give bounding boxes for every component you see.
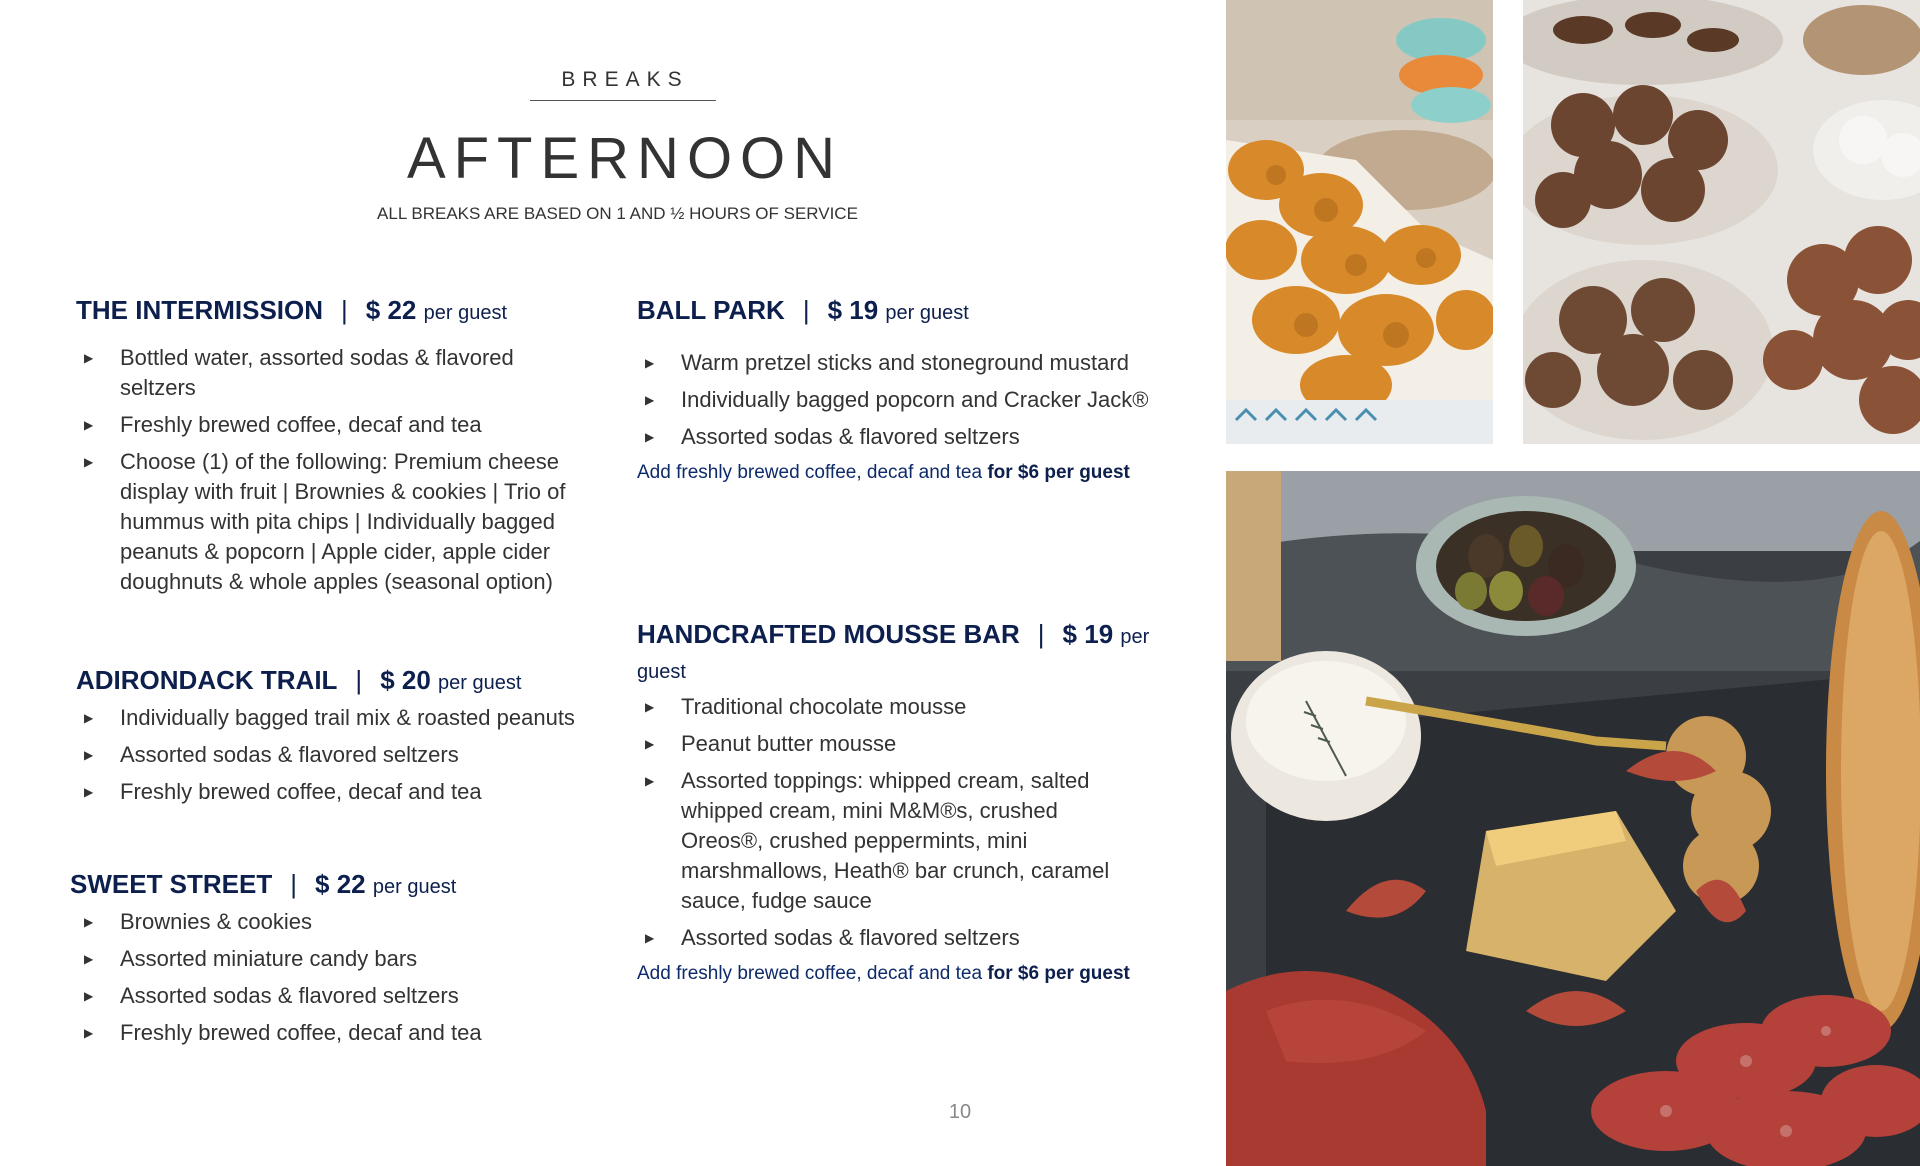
list-item bbox=[637, 385, 1157, 415]
page-subtitle: ALL BREAKS ARE BASED ON 1 AND ½ HOURS OF SERVICE bbox=[377, 204, 858, 223]
eyebrow-label: BREAKS bbox=[561, 68, 689, 91]
heading-separator: | bbox=[802, 295, 810, 325]
addon-text: Add freshly brewed coffee, decaf and tea bbox=[637, 462, 983, 483]
section-name: HANDCRAFTED MOUSSE BAR bbox=[637, 619, 1020, 649]
triangle-bullet-icon: ▶ bbox=[84, 748, 94, 762]
list-item bbox=[76, 981, 576, 1011]
item-text: Individually bagged popcorn and Cracker Jack® bbox=[681, 387, 1149, 412]
item-text: Freshly brewed coffee, decaf and tea bbox=[120, 779, 482, 804]
addon-price: for $6 per guest bbox=[987, 963, 1130, 984]
item-text: Bottled water, assorted sodas & flavored seltzers bbox=[120, 345, 514, 400]
caramel-popcorn-and-macarons-photo bbox=[1226, 0, 1493, 444]
section-ball-park bbox=[637, 294, 1157, 487]
list-item bbox=[76, 410, 576, 440]
section-mousse-bar bbox=[637, 618, 1177, 988]
section-heading bbox=[70, 868, 576, 903]
list-item bbox=[76, 907, 576, 937]
coffee-addon-note bbox=[637, 459, 1137, 487]
triangle-bullet-icon: ▶ bbox=[645, 931, 655, 945]
triangle-bullet-icon: ▶ bbox=[645, 700, 655, 714]
triangle-bullet-icon: ▶ bbox=[645, 430, 655, 444]
addon-price: for $6 per guest bbox=[987, 462, 1130, 483]
triangle-bullet-icon: ▶ bbox=[645, 737, 655, 751]
list-item bbox=[637, 923, 1137, 953]
heading-separator: | bbox=[355, 665, 363, 695]
triangle-bullet-icon: ▶ bbox=[645, 393, 655, 407]
price-unit: per guest bbox=[423, 302, 508, 324]
list-item bbox=[637, 348, 1157, 378]
price-unit: per guest bbox=[372, 876, 457, 898]
triangle-bullet-icon: ▶ bbox=[84, 711, 94, 725]
section-price: $ 20 bbox=[380, 665, 431, 695]
item-list bbox=[637, 692, 1137, 953]
chocolate-truffles-photo bbox=[1523, 0, 1920, 444]
page-number: 10 bbox=[948, 1101, 972, 1123]
section-adirondack-trail bbox=[76, 664, 576, 814]
list-item bbox=[637, 729, 1137, 759]
item-text: Assorted sodas & flavored seltzers bbox=[120, 742, 459, 767]
item-list bbox=[76, 703, 576, 807]
list-item bbox=[76, 740, 576, 770]
triangle-bullet-icon: ▶ bbox=[645, 356, 655, 370]
item-list bbox=[70, 907, 576, 1048]
eyebrow-divider bbox=[530, 100, 716, 101]
item-text: Peanut butter mousse bbox=[681, 731, 897, 756]
triangle-bullet-icon: ▶ bbox=[84, 418, 94, 432]
section-heading bbox=[637, 618, 1177, 688]
list-item bbox=[637, 692, 1137, 722]
list-item bbox=[76, 1018, 576, 1048]
item-text: Freshly brewed coffee, decaf and tea bbox=[120, 1020, 482, 1045]
item-list bbox=[637, 348, 1157, 452]
charcuterie-board-photo bbox=[1226, 471, 1920, 1166]
item-text: Individually bagged trail mix & roasted peanuts bbox=[120, 705, 575, 730]
section-price: $ 22 bbox=[315, 869, 366, 899]
section-sweet-street bbox=[70, 868, 576, 1055]
triangle-bullet-icon: ▶ bbox=[84, 351, 94, 365]
addon-text: Add freshly brewed coffee, decaf and tea bbox=[637, 963, 983, 984]
item-text: Assorted miniature candy bars bbox=[120, 946, 418, 971]
price-unit: per guest bbox=[637, 626, 1150, 683]
triangle-bullet-icon: ▶ bbox=[84, 989, 94, 1003]
list-item bbox=[637, 422, 1157, 452]
coffee-addon-note bbox=[637, 960, 1137, 988]
section-price: $ 19 bbox=[1062, 619, 1114, 649]
item-text: Freshly brewed coffee, decaf and tea bbox=[120, 412, 482, 437]
price-unit: per guest bbox=[885, 302, 969, 324]
item-list bbox=[76, 343, 576, 597]
section-name: BALL PARK bbox=[637, 295, 785, 325]
item-text: Assorted sodas & flavored seltzers bbox=[681, 925, 1020, 950]
item-text: Choose (1) of the following: Premium cheese display with fruit | Brownies & cookies | Trio of hummus with pita chips | Individually bagged peanuts & popcorn | Apple cider, apple cider doughnuts & whole apples (seasonal option) bbox=[120, 449, 566, 594]
section-heading bbox=[76, 294, 576, 329]
price-unit: per guest bbox=[438, 672, 522, 694]
item-text: Warm pretzel sticks and stoneground mustard bbox=[681, 350, 1129, 375]
item-text: Assorted toppings: whipped cream, salted whipped cream, mini M&M®s, crushed Oreos®, crushed peppermints, mini marshmallows, Heath® bar crunch, caramel sauce, fudge sauce bbox=[681, 768, 1110, 913]
section-intermission bbox=[76, 294, 576, 604]
triangle-bullet-icon: ▶ bbox=[645, 774, 655, 788]
page-title: AFTERNOON bbox=[406, 126, 844, 191]
list-item bbox=[76, 777, 576, 807]
triangle-bullet-icon: ▶ bbox=[84, 1026, 94, 1040]
section-name: SWEET STREET bbox=[70, 869, 273, 899]
triangle-bullet-icon: ▶ bbox=[84, 455, 94, 469]
item-text: Traditional chocolate mousse bbox=[681, 694, 967, 719]
section-name: ADIRONDACK TRAIL bbox=[76, 665, 338, 695]
triangle-bullet-icon: ▶ bbox=[84, 952, 94, 966]
list-item bbox=[76, 944, 576, 974]
section-name: THE INTERMISSION bbox=[76, 295, 324, 325]
section-heading bbox=[76, 664, 576, 699]
heading-separator: | bbox=[341, 295, 348, 325]
list-item bbox=[76, 343, 576, 403]
item-text: Assorted sodas & flavored seltzers bbox=[681, 424, 1020, 449]
heading-separator: | bbox=[1037, 619, 1045, 649]
section-heading bbox=[637, 294, 1157, 329]
list-item bbox=[637, 766, 1137, 916]
triangle-bullet-icon: ▶ bbox=[84, 915, 94, 929]
section-price: $ 22 bbox=[365, 295, 417, 325]
section-price: $ 19 bbox=[827, 295, 879, 325]
item-text: Brownies & cookies bbox=[120, 909, 312, 934]
heading-separator: | bbox=[290, 869, 298, 899]
list-item bbox=[76, 703, 576, 733]
list-item bbox=[76, 447, 576, 597]
item-text: Assorted sodas & flavored seltzers bbox=[120, 983, 459, 1008]
triangle-bullet-icon: ▶ bbox=[84, 785, 94, 799]
